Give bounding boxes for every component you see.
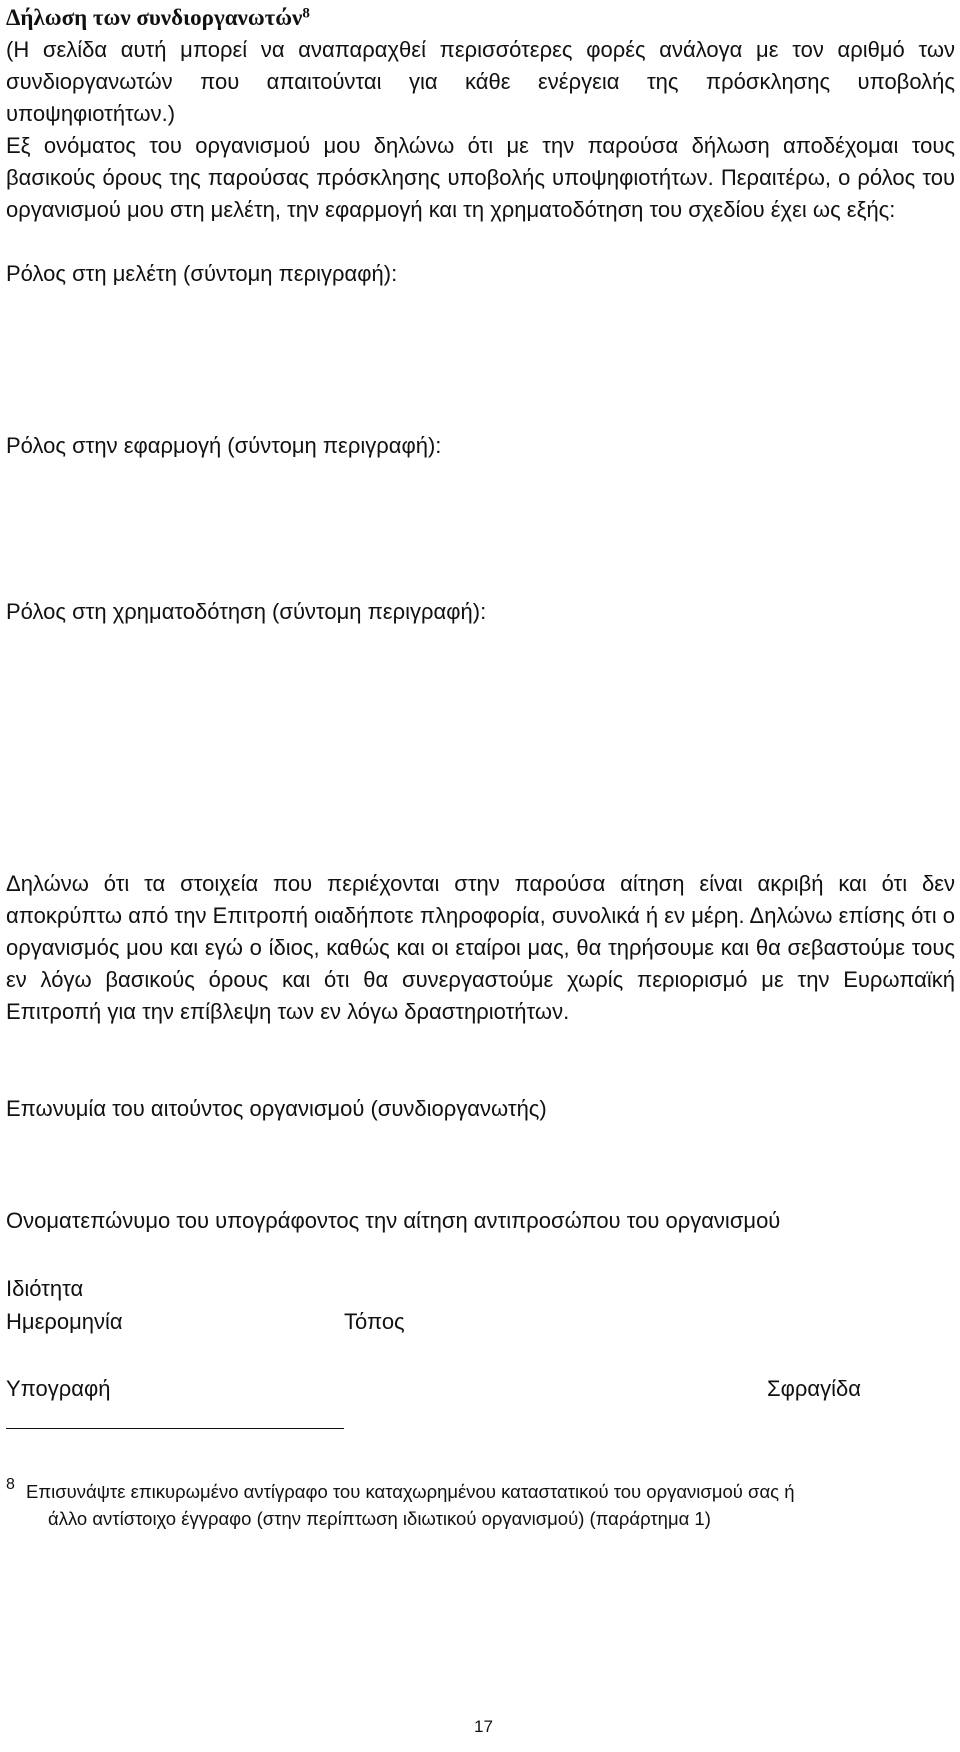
role-implementation-label: Ρόλος στην εφαρμογή (σύντομη περιγραφή): bbox=[6, 433, 442, 458]
page-number: 17 bbox=[474, 1717, 493, 1736]
date-label: Ημερομηνία bbox=[6, 1309, 123, 1334]
organisation-name-label: Επωνυμία του αιτούντος οργανισμού (συνδιοργανωτής) bbox=[6, 1096, 547, 1121]
role-financing-label: Ρόλος στη χρηματοδότηση (σύντομη περιγραφή): bbox=[6, 599, 487, 624]
accuracy-statement: Δηλώνω ότι τα στοιχεία που περιέχονται στην παρούσα αίτηση είναι ακριβή και ότι δεν αποκρύπτω από την Επιτροπή οιαδήποτε πληροφορία, συνολικά ή εν μέρη. Δηλώνω επίσης ότι ο οργανισμός μου και εγώ ο ίδιος, καθώς και οι εταίροι μας, θα τηρήσουμε και θα σεβαστούμε τους εν λόγω βασικούς όρους και ότι θα συνεργαστούμε χωρίς περιορισμό με την Ευρωπαϊκή Επιτροπή για την επίβλεψη των εν λόγω δραστηριοτήτων. bbox=[6, 871, 955, 1024]
title-footnote-ref: 8 bbox=[302, 5, 310, 22]
role-study-label: Ρόλος στη μελέτη (σύντομη περιγραφή): bbox=[6, 261, 398, 286]
signatory-name-label: Ονοματεπώνυμο του υπογράφοντος την αίτηση αντιπροσώπου του οργανισμού bbox=[6, 1208, 781, 1233]
page-title bbox=[6, 2, 310, 34]
footnote-line-1: Επισυνάψτε επικυρωμένο αντίγραφο του καταχωρημένου καταστατικού του οργανισμού σας ή bbox=[26, 1481, 795, 1502]
title-text: Δήλωση των συνδιοργανωτών bbox=[6, 5, 303, 30]
capacity-label: Ιδιότητα bbox=[6, 1276, 84, 1301]
footnote-line-2: άλλο αντίστοιχο έγγραφο (στην περίπτωση ιδιωτικού οργανισμού) (παράρτημα 1) bbox=[48, 1508, 711, 1529]
place-label: Τόπος bbox=[344, 1309, 405, 1334]
footnote-separator-rule bbox=[6, 1428, 344, 1429]
footnote-number: 8 bbox=[6, 1476, 15, 1493]
footnote-text bbox=[26, 1478, 955, 1532]
signature-label: Υπογραφή bbox=[6, 1376, 111, 1401]
declaration-paragraph: Εξ ονόματος του οργανισμού μου δηλώνω ότι με την παρούσα δήλωση αποδέχομαι τους βασικούς όρους της παρούσας πρόσκλησης υποβολής υποψηφιοτήτων. Περαιτέρω, ο ρόλος του οργανισμού μου στη μελέτη, την εφαρμογή και τη χρηματοδότηση του σχεδίου έχει ως εξής: bbox=[6, 133, 955, 222]
intro-note: (Η σελίδα αυτή μπορεί να αναπαραχθεί περισσότερες φορές ανάλογα με τον αριθμό των συνδιοργανωτών που απαιτούνται για κάθε ενέργεια της πρόσκλησης υποβολής υποψηφιοτήτων.) bbox=[6, 37, 955, 126]
stamp-label: Σφραγίδα bbox=[767, 1376, 861, 1401]
